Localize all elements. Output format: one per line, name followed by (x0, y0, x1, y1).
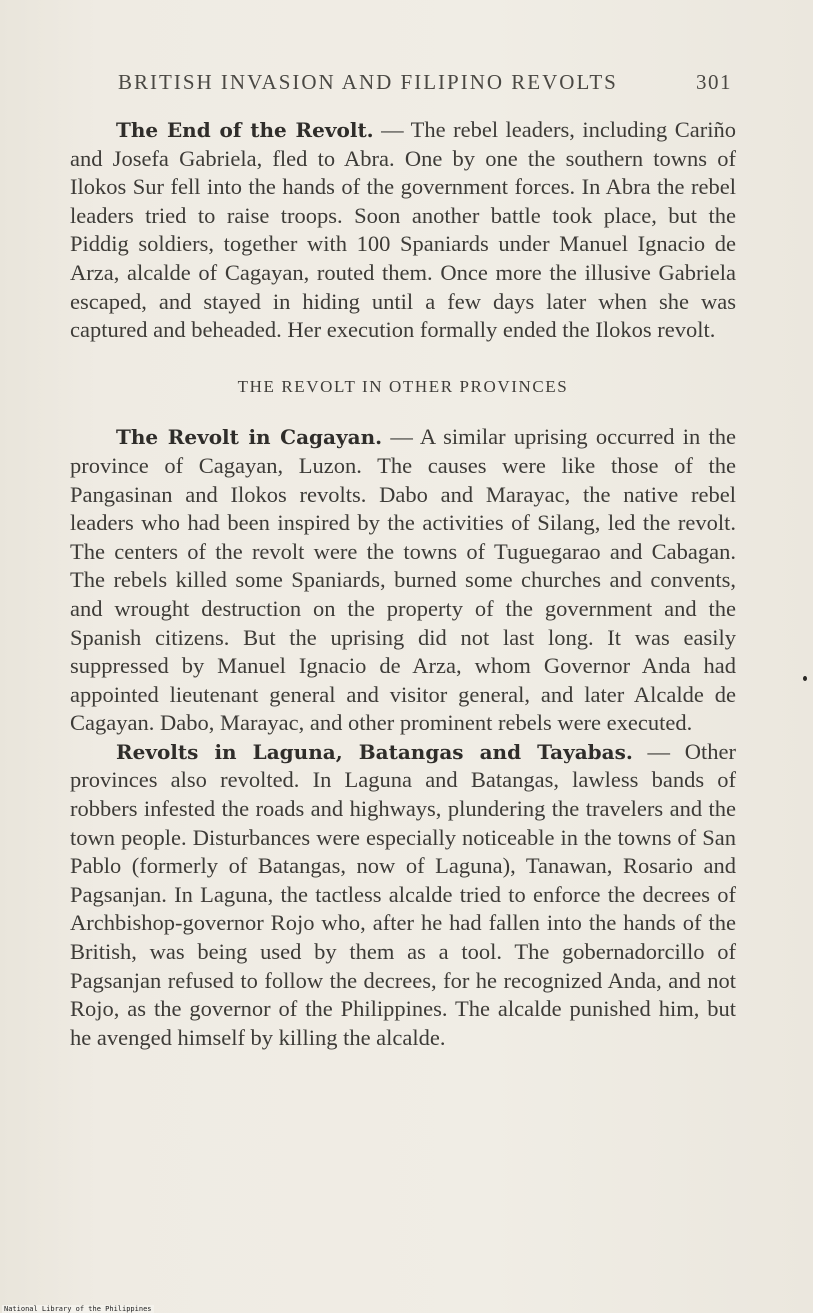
paragraph-text: — Other provinces also revolted. In Laguna and Batangas, lawless bands of robbers infested the roads and highways, plundering the travelers and the town people. Disturbances were especially noticeable in the towns of San Pablo (formerly of Batangas, now of Laguna), Tanawan, Rosario and Pagsanjan. In Laguna, the tactless alcalde tried to enforce the decrees of Archbishop-governor Rojo who, after he had fallen into the hands of the British, was being used by them as a tool. The gobernadorcillo of Pagsanjan refused to follow the decrees, for he recognized Anda, and not Rojo, as the governor of the Philippines. The alcalde punished him, but he avenged himself by killing the alcalde. (70, 738, 737, 1050)
running-head-title: BRITISH INVASION AND FILIPINO REVOLTS (118, 70, 618, 94)
paragraph-lead: The End of the Revolt. (116, 118, 374, 142)
paragraph-end-of-revolt (70, 116, 736, 345)
paragraph-revolt-cagayan (70, 423, 736, 738)
body-text (70, 116, 736, 1052)
paragraph-text: — A similar uprising occurred in the province of Cagayan, Luzon. The causes were like those of the Pangasinan and Ilokos revolts. Dabo and Marayac, the native rebel leaders who had been inspired by the activities of Silang, led the revolt. The centers of the revolt were the towns of Tuguegarao and Cabagan. The rebels killed some Spaniards, burned some churches and convents, and wrought destruction on the property of the government and the Spanish citizens. But the uprising did not last long. It was easily suppressed by Manuel Ignacio de Arza, whom Governor Anda had appointed lieutenant general and visitor general, and later Alcalde de Cagayan. Dabo, Marayac, and other prominent rebels were executed. (70, 424, 736, 736)
running-head (118, 70, 732, 95)
footer-credit: National Library of the Philippines (4, 1305, 152, 1313)
section-heading: THE REVOLT IN OTHER PROVINCES (237, 376, 569, 396)
page-speck (803, 676, 807, 681)
paragraph-lead: Revolts in Laguna, Batangas and Tayabas. (116, 739, 633, 764)
paragraph-revolts-laguna (70, 738, 736, 1053)
page-number: 301 (696, 70, 732, 94)
paragraph-lead: The Revolt in Cagayan. (116, 425, 383, 450)
paragraph-text: — The rebel leaders, including Cariño and Josefa Gabriela, fled to Abra. One by one the southern towns of Ilokos Sur fell into the hands of the government forces. In Abra the rebel leaders tried to raise troops. Soon another battle took place, but the Piddig soldiers, together with 100 Spaniards under Manuel Ignacio de Arza, alcalde of Cagayan, routed them. Once more the illusive Gabriela escaped, and stayed in hiding until a few days later when she was captured and beheaded. Her execution formally ended the Ilokos revolt. (70, 117, 736, 343)
